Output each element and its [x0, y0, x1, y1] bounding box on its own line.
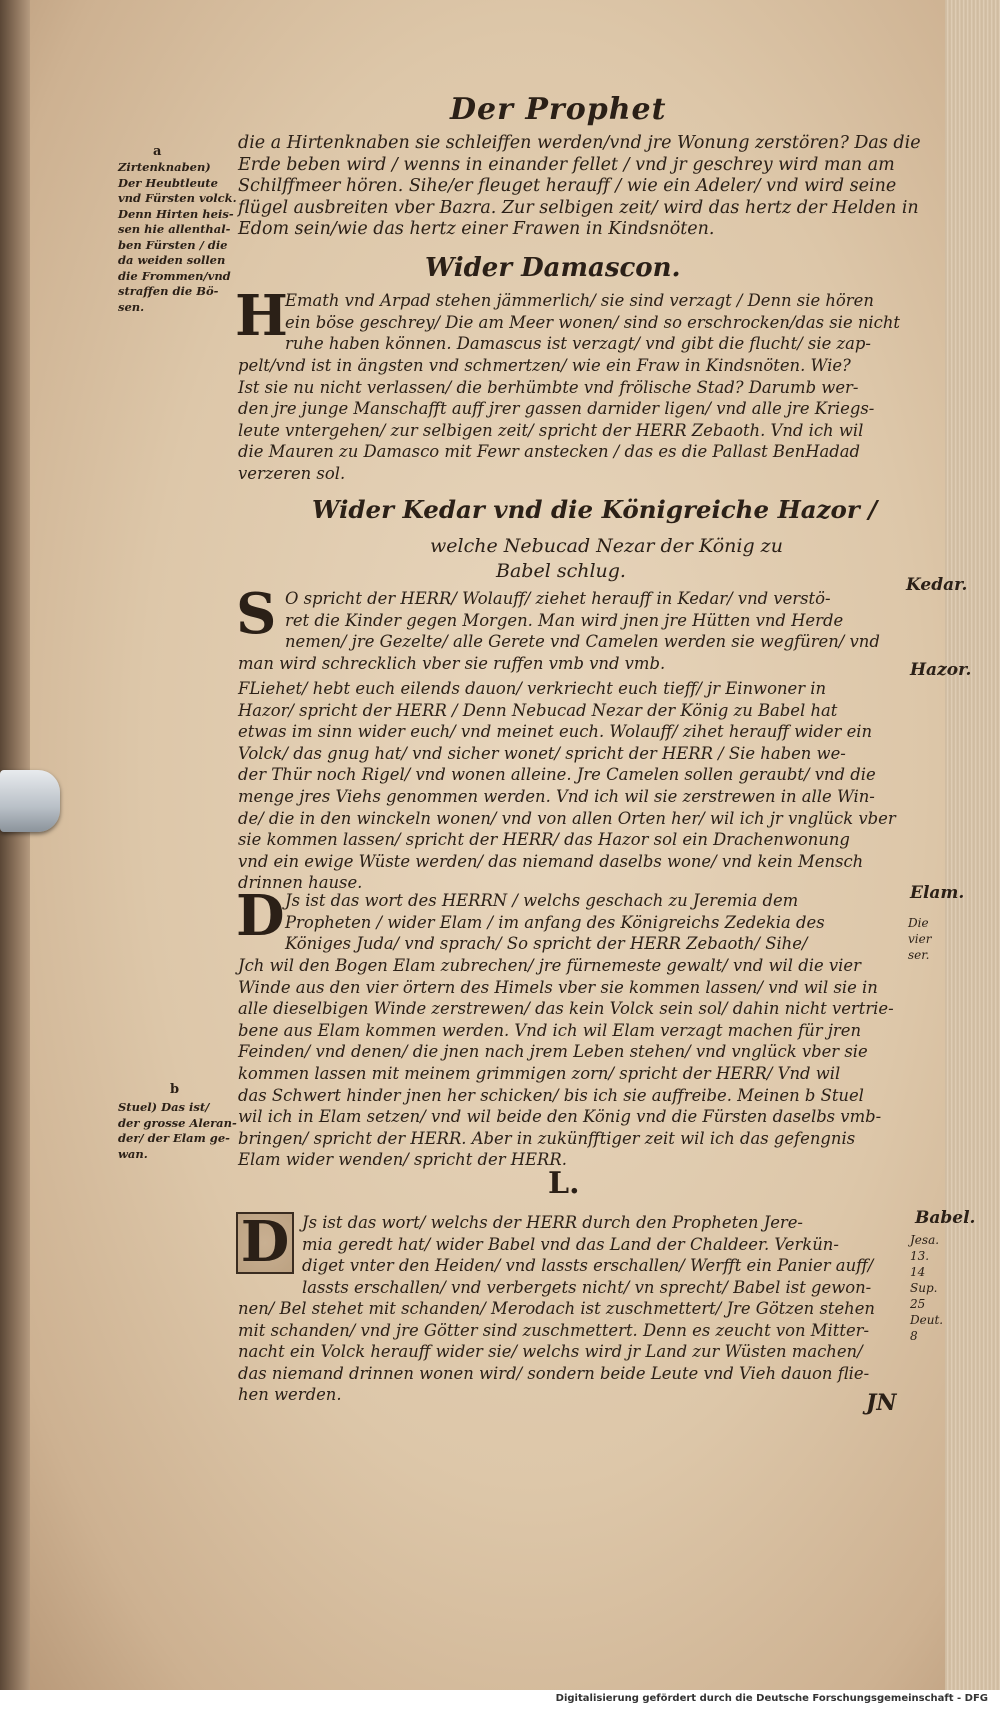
text-line: verzeren sol.: [238, 463, 346, 483]
side-ref-line: 14: [910, 1265, 926, 1279]
text-line: O spricht der HERR/ Wolauff/ ziehet herauff in Kedar/ vnd verstö-: [285, 589, 831, 608]
text-line: die Mauren zu Damasco mit Fewr anstecken / das es die Pallast BenHadad: [238, 442, 861, 462]
text-line: ret die Kinder gegen Morgen. Man wird jnen jre Hütten vnd Herde: [285, 610, 844, 630]
dropcap-d-elam: D: [236, 883, 285, 949]
babel-paragraph-head: [302, 1212, 873, 1298]
text-line: die a Hirtenknaben sie schleiffen werden/vnd jre Wonung zerstören? Das die: [238, 133, 921, 153]
margin-note-line: der grosse Aleran-: [118, 1115, 237, 1130]
text-line: drinnen hause.: [238, 873, 363, 893]
text-line: Erde beben wird / wenns in einander fellet / vnd jr geschrey wird man am: [238, 154, 895, 175]
damascus-paragraph-body: [238, 355, 874, 485]
text-line: ein böse geschrey/ Die am Meer wonen/ sind so erschrocken/das sie nicht: [285, 312, 900, 332]
margin-note-line: sen hie allenthal-: [118, 222, 231, 236]
text-line: mia geredt hat/ wider Babel vnd das Land der Chaldeer. Verkün-: [302, 1234, 839, 1254]
dropcap-s: S: [236, 581, 277, 647]
footer-bar: [0, 1690, 1000, 1710]
text-line: Winde aus den vier örtern des Himels vber sie kommen lassen/ vnd wil sie in: [238, 977, 878, 997]
text-line: Emath vnd Arpad stehen jämmerlich/ sie sind verzagt / Denn sie hören: [285, 291, 874, 310]
margin-note-line: vnd Fürsten volck.: [118, 191, 237, 205]
margin-note-line: wan.: [118, 1146, 148, 1161]
running-head: Der Prophet: [450, 92, 667, 127]
margin-note-a-marker: a: [153, 144, 162, 159]
text-line: flügel ausbreiten vber Bazra. Zur selbigen zeit/ wird das hertz der Helden in: [238, 197, 919, 218]
text-line: lassts erschallen/ vnd verbergets nicht/ vn sprecht/ Babel ist gewon-: [302, 1277, 872, 1297]
side-ref-line: Deut. 8: [910, 1313, 944, 1343]
intro-paragraph: [238, 133, 921, 241]
section-title-damascus: Wider Damascon.: [425, 253, 681, 283]
text-line: kommen lassen mit meinem grimmigen zorn/ spricht der HERR/ Vnd wil: [238, 1063, 841, 1083]
text-line: hen werden.: [238, 1385, 342, 1405]
text-line: Schilffmeer hören. Sihe/er fleuget herauff / wie ein Adeler/ vnd wird seine: [238, 176, 897, 197]
side-label-elam: Elam.: [910, 883, 965, 903]
hazor-paragraph: [238, 678, 896, 894]
text-line: ruhe haben können. Damascus ist verzagt/ vnd gibt die flucht/ sie zap-: [285, 334, 871, 354]
side-label-babel: Babel.: [915, 1208, 976, 1228]
dropcap-h: H: [235, 283, 288, 349]
text-line: etwas im sinn wider euch/ vnd meinet euch. Wolauff/ zihet herauff wider ein: [238, 722, 873, 742]
elam-paragraph-body: [238, 955, 894, 1171]
text-line: Hazor/ spricht der HERR / Denn Nebucad Nezar der König zu Babel hat: [238, 700, 838, 720]
margin-note-b-marker: b: [170, 1082, 180, 1097]
margin-note-line: ben Fürsten / die: [118, 237, 228, 252]
text-line: das niemand drinnen wonen wird/ sondern beide Leute vnd Vieh dauon flie-: [238, 1363, 870, 1383]
damascus-paragraph-head: [285, 290, 900, 355]
text-line: diget vnter den Heiden/ vnd lassts erschallen/ Werfft ein Panier auff/: [302, 1256, 874, 1276]
text-line: Ist sie nu nicht verlassen/ die berhümbte vnd frölische Stad? Darumb wer-: [238, 377, 859, 397]
section-title-kedar: Wider Kedar vnd die Königreiche Hazor /: [312, 495, 878, 524]
text-line: nemen/ jre Gezelte/ alle Gerete vnd Camelen werden sie wegfüren/ vnd: [285, 632, 880, 652]
section-subtitle-line1: welche Nebucad Nezar der König zu: [430, 535, 783, 557]
kedar-paragraph-head: [285, 588, 880, 653]
text-line: sie kommen lassen/ spricht der HERR/ das Hazor sol ein Drachenwonung: [238, 830, 850, 850]
text-line: Volck/ das gnug hat/ vnd sicher wonet/ spricht der HERR / Sie haben we-: [238, 743, 846, 763]
text-line: der Thür noch Rigel/ vnd wonen alleine. Jre Camelen sollen geraubt/ vnd die: [238, 765, 876, 785]
text-line: den jre junge Manschafft auff jrer gassen darnider ligen/ vnd alle jre Kriegs-: [238, 399, 875, 419]
text-line: Feinden/ vnd denen/ die jnen nach jrem Leben stehen/ vnd vnglück vber sie: [238, 1042, 868, 1062]
text-line: vnd ein ewige Wüste werden/ das niemand daselbs wone/ vnd kein Mensch: [238, 851, 864, 871]
text-line: man wird schrecklich vber sie ruffen vmb vnd vmb.: [238, 654, 666, 673]
catchword: JN: [866, 1390, 897, 1416]
text-line: Königes Juda/ vnd sprach/ So spricht der HERR Zebaoth/ Sihe/: [285, 934, 808, 954]
text-line: leute vntergehen/ zur selbigen zeit/ spricht der HERR Zebaoth. Vnd ich wil: [238, 420, 864, 440]
funding-credit: Digitalisierung gefördert durch die Deutsche Forschungsgemeinschaft - DFG: [555, 1693, 988, 1704]
text-line: das Schwert hinder jnen her schicken/ bis ich sie auffreibe. Meinen b Stuel: [238, 1085, 864, 1105]
margin-note-line: Stuel) Das ist/: [118, 1100, 210, 1114]
margin-note-line: sen.: [118, 299, 145, 314]
side-ref-elam: Die vier ser.: [908, 916, 932, 962]
text-line: nen/ Bel stehet mit schanden/ Merodach ist zuschmettert/ Jre Götzen stehen: [238, 1299, 875, 1318]
text-line: Jch wil den Bogen Elam zubrechen/ jre fürnemeste gewalt/ vnd wil die vier: [238, 956, 861, 975]
text-line: pelt/vnd ist in ängsten vnd schmertzen/ wie ein Fraw in Kindsnöten. Wie?: [238, 356, 851, 375]
text-line: Propheten / wider Elam / im anfang des Königreichs Zedekia des: [285, 912, 825, 932]
margin-note-line: da weiden sollen: [118, 253, 226, 267]
elam-paragraph-head: [285, 890, 825, 955]
side-ref-line: Jesa. 13.: [910, 1233, 940, 1263]
margin-note-line: Der Heubtleute: [118, 175, 218, 190]
side-label-kedar: Kedar.: [906, 575, 968, 595]
side-ref-line: Sup. 25: [910, 1281, 938, 1311]
text-line: bringen/ spricht der HERR. Aber in zukünfftiger zeit wil ich das gefengnis: [238, 1128, 856, 1148]
text-line: bene aus Elam kommen werden. Vnd ich wil Elam verzagt machen für jren: [238, 1020, 862, 1040]
text-line: nacht ein Volck herauff wider sie/ welchs wird jr Land zur Wüsten machen/: [238, 1342, 863, 1362]
text-line: Elam wider wenden/ spricht der HERR.: [238, 1150, 567, 1170]
text-line: mit schanden/ vnd jre Götter sind zuschmettert. Denn es zeucht von Mitter-: [238, 1320, 870, 1340]
text-line: de/ die in den winckeln wonen/ vnd von allen Orten her/ wil ich jr vnglück vber: [238, 808, 896, 828]
margin-note-line: der/ der Elam ge-: [118, 1131, 230, 1145]
margin-note-line: Zirtenknaben): [118, 160, 211, 174]
text-line: FLiehet/ hebt euch eilends dauon/ verkriecht euch tieff/ jr Einwoner in: [238, 679, 827, 698]
text-line: Js ist das wort/ welchs der HERR durch den Propheten Jere-: [302, 1213, 803, 1232]
chapter-number: L.: [548, 1166, 580, 1201]
book-page: [30, 0, 976, 1690]
section-subtitle-line2: Babel schlug.: [496, 560, 626, 582]
page-clip: [0, 770, 60, 832]
side-label-hazor: Hazor.: [910, 660, 972, 680]
margin-note-b: [118, 1100, 258, 1162]
text-line: alle dieselbigen Winde zerstrewen/ das kein Volck sein sol/ dahin nicht vertrie-: [238, 999, 894, 1019]
margin-note-line: straffen die Bö-: [118, 284, 219, 298]
kedar-paragraph-tail: [238, 653, 665, 675]
side-refs-babel: [910, 1232, 945, 1344]
text-line: Edom sein/wie das hertz einer Frawen in Kindsnöten.: [238, 219, 715, 240]
page-stack-edge: [940, 0, 1000, 1690]
babel-paragraph-body: [238, 1298, 875, 1406]
margin-note-line: Denn Hirten heis-: [118, 206, 234, 221]
dropcap-d-ornate: D: [236, 1212, 294, 1274]
text-line: menge jres Viehs genommen werden. Vnd ich wil sie zerstrewen in alle Win-: [238, 786, 875, 806]
text-line: Js ist das wort des HERRN / welchs geschach zu Jeremia dem: [285, 891, 799, 910]
text-line: wil ich in Elam setzen/ vnd wil beide den König vnd die Fürsten daselbs vmb-: [238, 1107, 882, 1127]
margin-note-line: die Frommen/vnd: [118, 268, 231, 283]
